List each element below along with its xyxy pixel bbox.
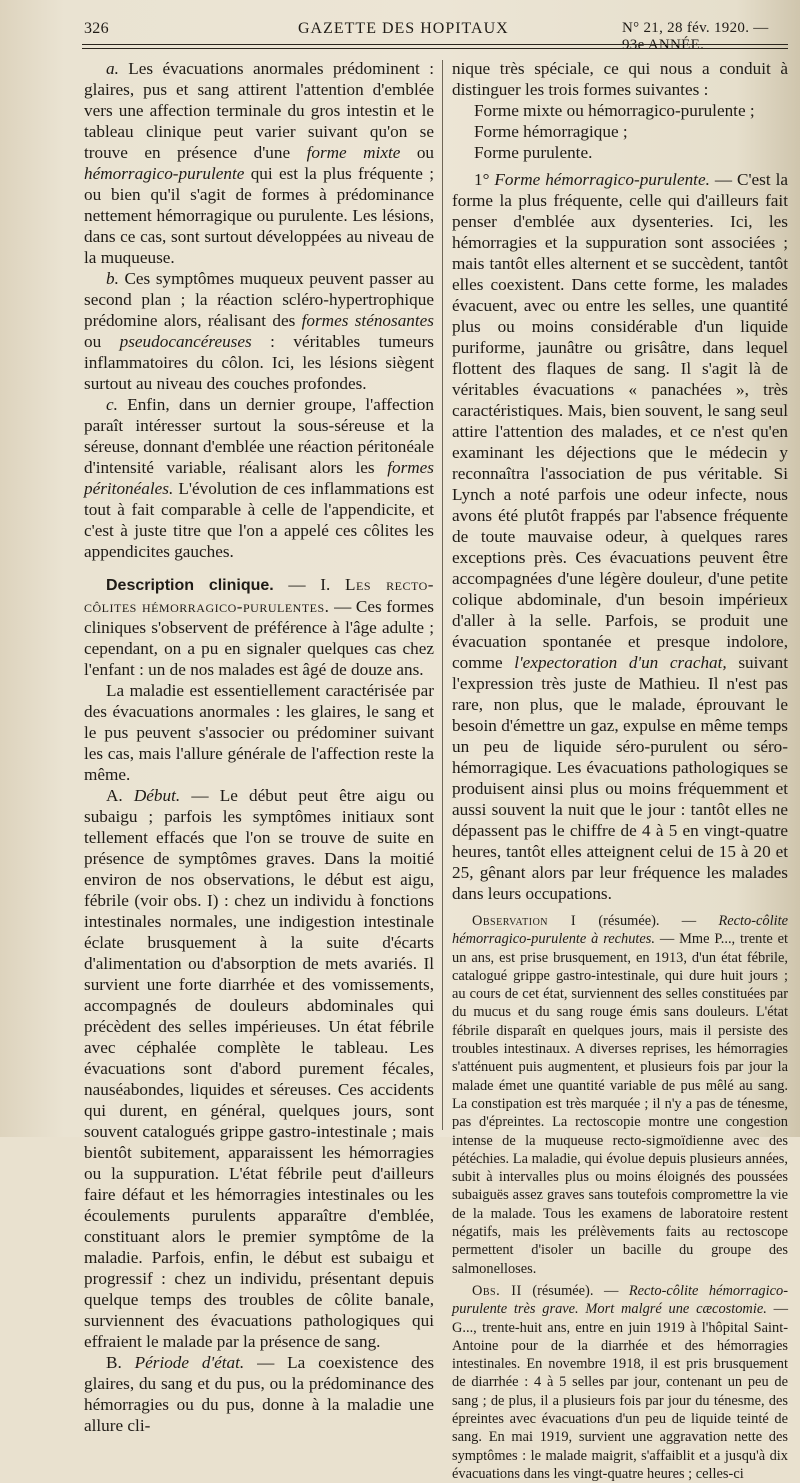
column-divider [442,60,443,1130]
issue-info: N° 21, 28 fév. 1920. — 93e ANNÉE. [622,20,769,53]
paragraph-forme-hemorragico-purulente: 1° Forme hémorragico-purulente. — C'est la forme la plus fréquente, celle qui d'ailleurs fait penser d'emblée aux dysenteries. Ici, les hémorragies et la suppuration sont associées ; mais tantôt elles alternent et se succèdent, tantôt elles coexistent. Dans cette forme, les malades évacuent, avec ou entre les selles, une quantité plus ou moins considérable d'un liquide puriforme, jaunâtre ou grisâtre, dans lequel flottent des flaques de sang. Il s'agit là de véritables évacuations « panachées », très caractéristiques. Mais, bien souvent, le sang seul attire l'attention des malades, et ce n'est qu'en examinant les déjections que le médecin y reconnaîtra l'association de pus véritable. Si Lynch a noté parfois une odeur infecte, nous avons été plutôt frappés par l'absence fréquente de toute mauvaise odeur, à quelques rares exceptions près. Ces évacuations peuvent être accompagnées d'une légère douleur, d'une petite colique abdominale, d'un besoin impérieux d'aller à la selle. Parfois, se produit une évacuation spontanée et presque indolore, comme l'expectoration d'un crachat, suivant l'expression très juste de Mathieu. Il n'est pas rare, non plus, que le malade, éprouvant le besoin d'émettre un gaz, expulse en même temps un peu de liquide séro-purulent ou séro-hémorragique. Les évacuations pathologiques se produisent ainsi plus ou moins fréquemment et aussi souvent la nuit que le jour : tantôt elles ne dépassent pas le chiffre de 4 à 5 en vingt-quatre heures, tantôt elles atteignent celui de 15 à 20 et 25, gênant alors par leur fréquence les malades dans leurs occupations. [452,170,789,903]
paragraph-c: c. Enfin, dans un dernier groupe, l'affection paraît intéresser surtout la sous-séreuse et la séreuse, donnant d'emblée une réaction péritonéale d'intensité variable, réalisant alors les formes péritonéales. L'évolution de ces inflammations est tout à fait comparable à celle de l'appendicite, et c'est à juste titre que l'on a appelé ces côlites les appendicites gauches. [84,395,434,561]
page-number: 326 [84,20,109,37]
forms-list-item: Forme purulente. [474,143,593,162]
observations-block [452,912,788,1483]
paragraph-debut: A. Début. — Le début peut être aigu ou subaigu ; parfois les symptômes initiaux sont tellement effacés que l'on se trouve de suite en présence de symptômes graves. Dans la moitié environ de nos observations, le début est aigu, fébrile (voir obs. I) : chez un individu à fonctions intestinales normales, une indigestion intestinale éclate brusquement à la suite d'écarts d'alimentation ou d'absorption de mets avariés. Il survient une forte diarrhée et des vomissements, accompagnés de douleurs abdominales qui précèdent des selles impérieuses. Un état fébrile avec céphalée complète le tableau. Les évacuations sont d'abord purement fécales, nauséabondes, liquides et séreuses. Ces accidents qui durent, en général, quelques jours, sont souvent catalogués grippe gastro-intestinale ; mais bientôt subitement, apparaissent les hémorragies ou la suppuration. L'état fébrile peut d'ailleurs faire défaut et les hémorragies intestinales ou les écoulements purulents apparaître d'emblée, constituant alors le premier symptôme de la maladie. Parfois, enfin, le début est subaigu et progressif : chez un individu, présentant depuis quelque temps des troubles de côlite banale, surviennent des évacuations pathologiques qui effraient le malade par la présence de sang. [84,786,434,1351]
journal-title: GAZETTE DES HOPITAUX [298,20,509,37]
paragraph-continuation: nique très spéciale, ce qui nous a conduit à distinguer les trois formes suivantes : [452,59,788,99]
paragraph-periode-etat: B. Période d'état. — La coexistence des glaires, du sang et du pus, ou la prédominance des hémorragies ou du pus, donne à la maladie une allure cli- [84,1353,435,1435]
section-heading: Description clinique. [106,577,274,594]
header-rule-top [82,44,788,45]
right-column [452,58,788,1483]
left-column [84,58,434,1436]
running-header [62,18,790,53]
header-rule-bottom [82,48,788,49]
observation-1: Observation I (résumée). — Recto-côlite hémorragico-purulente à rechutes. — Mme P..., trente et un ans, est prise brusquement, en 1913, d'un état fébrile, catalogué grippe gastro-intestinale, qui dure huit jours ; au cours de cet état, surviennent des selles constituées par du mucus et du sang rouge émis sans douleurs. L'état fébrile disparaît en quelques jours, mais il persiste des troubles intestinaux. A diverses reprises, les hémorragies s'atténuent puis augmentent, et plusieurs fois par jour la malade émet une quantité variable de pus mêlé au sang. La constipation est très marquée ; il n'y a pas de ténesme, pas d'épreintes. La rectoscopie montre une congestion intense de la muqueuse recto-sigmoïdienne avec des pétéchies. La maladie, qui évolue depuis plusieurs années, subit à intervalles plus ou moins éloignés des poussées subaiguës assez graves sans toutefois compromettre la vie de la malade. Tous les examens de laboratoire restent négatifs, mais les prélèvements faits au rectoscope permettent d'isoler un bacille du groupe des salmonelloses. [452,913,788,1277]
forms-list-item: Forme hémorragique ; [474,122,628,141]
paragraph-maladie: La maladie est essentiellement caractérisée par des évacuations anormales : les glaires, le sang et le pus peuvent s'associer ou prédominer suivant les cas, mais l'allure générale de l'affection reste la même. [84,681,434,784]
section-description-clinique: Description clinique. — I. Les recto-côlites hémorragico-purulentes. — Ces formes cliniques s'observent de préférence à l'âge adulte ; cependant, on a pu en signaler quelques cas chez l'enfant : un de nos malades est âgé de douze ans. [84,575,435,679]
forms-list-item: Forme mixte ou hémorragico-purulente ; [474,101,755,120]
paragraph-a: a. Les évacuations anormales prédominent : glaires, pus et sang attirent l'attention d'emblée vers une affection terminale du gros intestin et le tableau clinique peut varier suivant qu'on se trouve en présence d'une forme mixte ou hémorragico-purulente qui est la plus fréquente ; ou bien qu'il s'agit de formes à prédominance nettement hémorragique ou purulente. Les lésions, dans ce cas, sont surtout développées au niveau de la muqueuse. [84,59,434,267]
observation-2: Obs. II (résumée). — Recto-côlite hémorragico-purulente très grave. Mort malgré une cæcostomie. — G..., trente-huit ans, entre en juin 1919 à l'hôpital Saint-Antoine pour de la diarrhée et des hémorragies intestinales. En novembre 1918, il est pris brusquement de diarrhée : 4 à 5 selles par jour, contenant un peu de sang ; de plus, il a plusieurs fois par jour du ténesme, des épreintes avec évacuations d'un peu de liquide teinté de sang. En mai 1919, survient une aggravation nette des symptômes : le malade maigrit, s'affaiblit et a jusqu'à dix évacuations dans les vingt-quatre heures ; celles-ci [452,1282,788,1482]
paragraph-b: b. Ces symptômes muqueux peuvent passer au second plan ; la réaction scléro-hypertrophique prédomine alors, réalisant des formes sténosantes ou pseudocancéreuses : véritables tumeurs inflammatoires du côlon. Ici, les lésions siègent surtout au niveau des couches profondes. [84,269,434,393]
